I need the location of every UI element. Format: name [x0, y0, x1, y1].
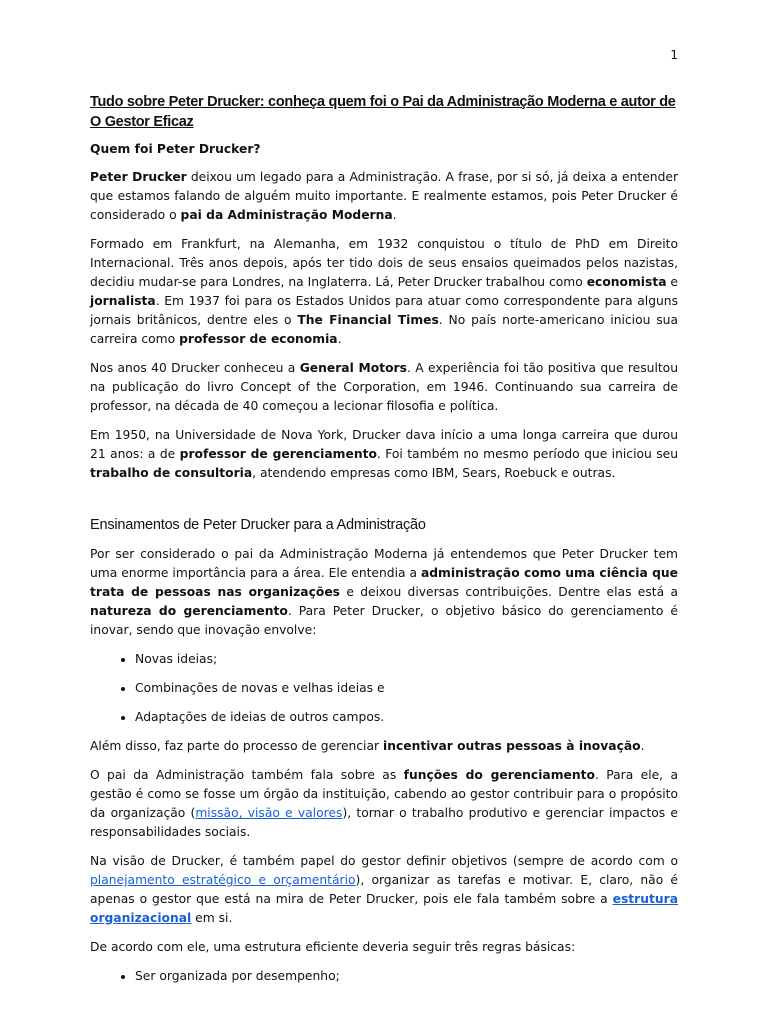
paragraph-legacy	[90, 168, 678, 225]
question-subheading: Quem foi Peter Drucker?	[90, 142, 261, 156]
list-item: • Novas ideias;	[135, 650, 678, 669]
text-run: Por ser considerado o pai da Administração Moderna já entendemos que Peter Drucker tem uma enorme importância para a área. Ele entendia a	[90, 547, 678, 580]
paragraph-incentive	[90, 737, 678, 756]
list-item: • Ser organizada por desempenho;	[135, 967, 678, 986]
text-run: . Foi também no mesmo período que iniciou seu	[376, 447, 678, 461]
text-run: em si.	[191, 911, 233, 925]
paragraph-rules-intro: De acordo com ele, uma estrutura eficiente deveria seguir três regras básicas:	[90, 940, 576, 954]
text-run: Além disso, faz parte do processo de gerenciar	[90, 739, 383, 753]
bold-text: incentivar outras pessoas à inovação	[382, 739, 641, 753]
text-run: . Em 1937 foi para os Estados Unidos para atuar como correspondente para alguns jornais britânicos, dentre eles o	[90, 294, 678, 327]
list-item: • Adaptações de ideias de outros campos.	[135, 708, 678, 727]
bold-text: natureza do gerenciamento	[90, 604, 288, 618]
paragraph-teachings	[90, 545, 678, 640]
bold-text: professor de economia	[179, 332, 338, 346]
text-run: O pai da Administração também fala sobre as	[90, 768, 404, 782]
bold-text: economista	[586, 275, 667, 289]
text-run: e	[666, 275, 678, 289]
bold-text: trabalho de consultoria	[90, 466, 253, 480]
text-run: deixou um legado para a Administração. A frase, por si só, já deixa a entender que estamos falando de alguém muito importante. E realmente estamos, pois Peter Drucker é considerado o	[90, 170, 678, 222]
text-run: Na visão de Drucker, é também papel do gestor definir objetivos (sempre de acordo com o	[90, 854, 678, 868]
text-run: .	[337, 332, 342, 346]
text-run: , atendendo empresas como IBM, Sears, Roebuck e outras.	[252, 466, 616, 480]
bold-text: jornalista	[90, 294, 156, 308]
innovation-list	[90, 650, 678, 727]
text-run: Nos anos 40 Drucker conheceu a	[90, 361, 300, 375]
text-run: Formado em Frankfurt, na Alemanha, em 1932 conquistou o título de PhD em Direito Internacional. Três anos depois, após ter tido dois de seus ensaios queimados pelos nazistas, decidiu mudar-se para Londres, na Inglaterra. Lá, Peter Drucker trabalhou como	[90, 237, 678, 289]
text-run: .	[392, 208, 397, 222]
bold-text: professor de gerenciamento	[179, 447, 377, 461]
bold-text: The Financial Times	[297, 313, 439, 327]
link-mission-vision-values[interactable]: missão, visão e valores	[195, 806, 343, 820]
text-run: . Para ele, a gestão é como se fosse um órgão da instituição, cabendo ao gestor contribuir para o propósito da organização (	[90, 768, 679, 820]
paragraph-functions	[90, 766, 678, 842]
rules-list	[90, 967, 678, 986]
text-run: .	[640, 739, 645, 753]
bold-text: pai da Administração Moderna	[180, 208, 393, 222]
list-item: • Combinações de novas e velhas ideias e	[135, 679, 678, 698]
text-run: . A experiência foi tão positiva que resultou na publicação do livro Concept of the Corporation, em 1946. Continuando sua carreira de professor, na década de 40 começou a lecionar filosofia e política.	[90, 361, 678, 413]
bold-text: funções do gerenciamento	[403, 768, 595, 782]
paragraph-general-motors	[90, 359, 678, 416]
paragraph-education	[90, 235, 678, 349]
document-title: Tudo sobre Peter Drucker: conheça quem foi o Pai da Administração Moderna e autor de O Gestor Eficaz	[90, 94, 676, 130]
link-organizational-structure[interactable]: estrutura organizacional	[90, 892, 678, 925]
text-run: . No país norte-americano iniciou sua carreira como	[90, 313, 678, 346]
text-run: . Para Peter Drucker, o objetivo básico do gerenciamento é inovar, sendo que inovação envolve:	[90, 604, 678, 637]
text-run: e deixou diversas contribuições. Dentre elas está a	[340, 585, 678, 599]
paragraph-nyu-career	[90, 426, 678, 483]
link-strategic-planning[interactable]: planejamento estratégico e orçamentário	[90, 873, 356, 887]
text-run: ), tornar o trabalho produtivo e gerenciar impactos e responsabilidades sociais.	[90, 806, 678, 839]
paragraph-objectives	[90, 852, 678, 928]
text-run: Em 1950, na Universidade de Nova York, Drucker dava início a uma longa carreira que durou 21 anos: a de	[90, 428, 678, 461]
text-run: ), organizar as tarefas e motivar. E, claro, não é apenas o gestor que está na mira de Peter Drucker, pois ele fala também sobre a	[90, 873, 678, 906]
bold-text: General Motors	[299, 361, 407, 375]
section-heading: Ensinamentos de Peter Drucker para a Administração	[90, 517, 426, 533]
document-body	[90, 92, 678, 996]
bold-text: administração como uma ciência que trata de pessoas nas organizações	[90, 566, 679, 599]
bold-text: Peter Drucker	[90, 170, 187, 184]
page-number: 1	[670, 48, 678, 62]
